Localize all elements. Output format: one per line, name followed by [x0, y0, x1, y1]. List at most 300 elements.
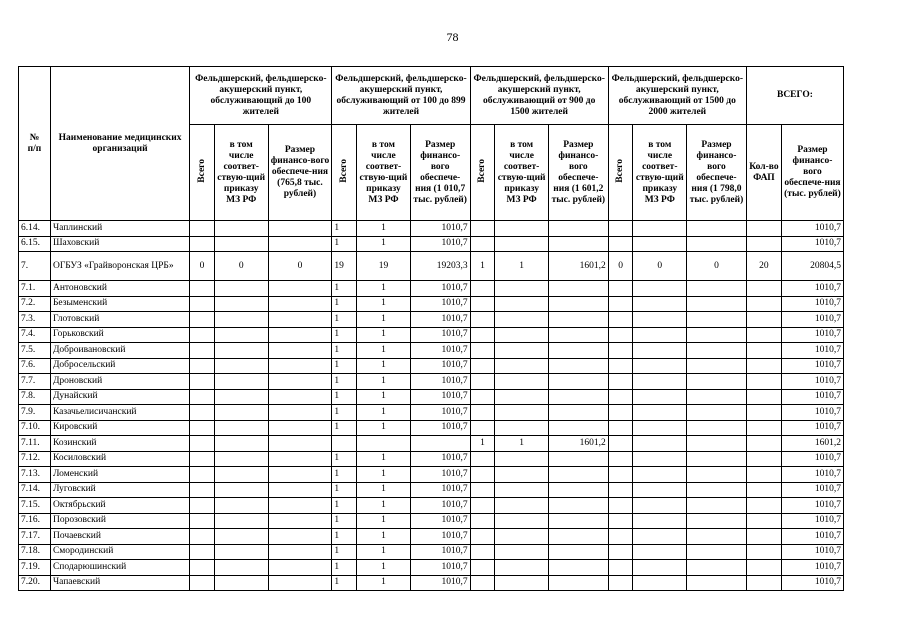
row-cell [548, 575, 608, 591]
row-cell: 1 [332, 482, 357, 498]
row-cell: 1010,7 [781, 575, 843, 591]
row-num: 7.3. [19, 312, 51, 328]
row-cell: 0 [268, 252, 332, 281]
row-cell [470, 358, 495, 374]
row-cell [633, 513, 687, 529]
row-cell [470, 312, 495, 328]
row-org-name: Кировский [50, 420, 189, 436]
row-cell [548, 296, 608, 312]
row-cell [687, 236, 747, 252]
row-cell: 1010,7 [410, 529, 470, 545]
row-org-name: Шаховский [50, 236, 189, 252]
row-cell [214, 560, 268, 576]
row-cell [687, 405, 747, 421]
row-cell: 1 [332, 296, 357, 312]
row-cell [190, 560, 215, 576]
row-cell [495, 544, 549, 560]
row-cell: 1010,7 [410, 575, 470, 591]
header-razmer-1: Размер финансо-вого обеспече-ния (765,8 тыс. рублей) [268, 125, 332, 221]
row-org-name: Дунайский [50, 389, 189, 405]
row-cell [548, 560, 608, 576]
row-cell [608, 467, 633, 483]
header-razmer-3: Размер финансо-вого обеспече-ния (1 601,2 тыс. рублей) [548, 125, 608, 221]
row-cell [687, 296, 747, 312]
row-cell: 1 [332, 420, 357, 436]
row-cell [268, 374, 332, 390]
row-cell [548, 451, 608, 467]
row-cell [746, 529, 781, 545]
row-cell [470, 389, 495, 405]
row-cell [548, 236, 608, 252]
row-cell [470, 281, 495, 297]
row-cell [470, 560, 495, 576]
table-row [19, 420, 844, 436]
header-total: ВСЕГО: [746, 67, 843, 125]
row-cell: 1010,7 [781, 560, 843, 576]
row-cell [495, 236, 549, 252]
row-cell [608, 498, 633, 514]
row-cell [214, 281, 268, 297]
row-num: 7.9. [19, 405, 51, 421]
row-cell [268, 281, 332, 297]
row-cell [495, 482, 549, 498]
row-cell [746, 498, 781, 514]
row-cell [268, 498, 332, 514]
table-row [19, 296, 844, 312]
row-cell [746, 544, 781, 560]
row-cell: 1010,7 [781, 451, 843, 467]
header-order-2: в том числе соответ-ствую-щий приказу МЗ РФ [357, 125, 411, 221]
table-row [19, 544, 844, 560]
row-cell [608, 405, 633, 421]
row-cell [214, 420, 268, 436]
row-cell: 0 [608, 252, 633, 281]
row-cell: 1010,7 [781, 498, 843, 514]
row-cell: 1 [357, 405, 411, 421]
row-cell [633, 575, 687, 591]
row-cell: 1010,7 [781, 529, 843, 545]
row-org-name: Чаплинский [50, 221, 189, 237]
row-org-name: Почаевский [50, 529, 189, 545]
row-cell [633, 420, 687, 436]
row-cell: 1010,7 [781, 405, 843, 421]
row-cell [268, 405, 332, 421]
row-cell [608, 327, 633, 343]
row-cell [495, 296, 549, 312]
row-cell: 1010,7 [781, 358, 843, 374]
row-cell: 1 [357, 236, 411, 252]
row-cell [495, 529, 549, 545]
row-cell [470, 544, 495, 560]
row-num: 7.1. [19, 281, 51, 297]
row-cell [746, 451, 781, 467]
row-cell [495, 358, 549, 374]
fap-financing-table [18, 66, 844, 591]
header-group-4: Фельдшерский, фельдшерско-акушерский пункт, обслуживающий от 1500 до 2000 жителей [608, 67, 746, 125]
row-cell [608, 374, 633, 390]
row-cell [214, 405, 268, 421]
row-cell [687, 467, 747, 483]
row-cell [190, 221, 215, 237]
row-cell: 1010,7 [410, 374, 470, 390]
row-cell: 1 [357, 358, 411, 374]
header-num: № п/п [19, 67, 51, 221]
row-cell [190, 343, 215, 359]
row-cell: 1010,7 [410, 513, 470, 529]
row-cell: 1010,7 [781, 374, 843, 390]
row-cell [633, 498, 687, 514]
row-org-name: Сподарюшинский [50, 560, 189, 576]
row-cell [746, 358, 781, 374]
row-org-name: ОГБУЗ «Грайворонская ЦРБ» [50, 252, 189, 281]
row-org-name: Смородинский [50, 544, 189, 560]
row-cell [687, 451, 747, 467]
row-cell [470, 221, 495, 237]
header-order-1: в том числе соответ-ствую-щий приказу МЗ РФ [214, 125, 268, 221]
row-cell: 0 [633, 252, 687, 281]
row-cell [410, 436, 470, 452]
row-org-name: Чапаевский [50, 575, 189, 591]
row-cell: 1010,7 [781, 343, 843, 359]
row-cell [608, 482, 633, 498]
row-cell: 1010,7 [410, 296, 470, 312]
row-cell [608, 436, 633, 452]
row-cell [214, 467, 268, 483]
row-cell [548, 343, 608, 359]
row-cell: 0 [214, 252, 268, 281]
row-cell [470, 498, 495, 514]
table-row [19, 482, 844, 498]
row-cell: 1 [495, 436, 549, 452]
row-cell [608, 221, 633, 237]
row-cell: 1 [357, 312, 411, 328]
row-cell: 1010,7 [781, 221, 843, 237]
row-cell [214, 221, 268, 237]
row-cell [268, 560, 332, 576]
table-row [19, 467, 844, 483]
row-org-name: Ломенский [50, 467, 189, 483]
row-cell [687, 513, 747, 529]
row-cell [548, 221, 608, 237]
table-row [19, 436, 844, 452]
row-cell [214, 312, 268, 328]
row-cell [548, 529, 608, 545]
row-cell [190, 513, 215, 529]
row-cell: 1 [332, 358, 357, 374]
row-cell [190, 451, 215, 467]
row-cell [495, 467, 549, 483]
row-cell [268, 451, 332, 467]
row-cell [687, 312, 747, 328]
row-cell [495, 575, 549, 591]
row-cell [470, 451, 495, 467]
row-cell: 20804,5 [781, 252, 843, 281]
row-num: 7.20. [19, 575, 51, 591]
row-cell: 1010,7 [781, 281, 843, 297]
row-org-name: Порозовский [50, 513, 189, 529]
row-cell [608, 560, 633, 576]
row-cell [548, 358, 608, 374]
row-cell: 1 [357, 343, 411, 359]
row-cell [190, 374, 215, 390]
row-num: 7.11. [19, 436, 51, 452]
row-cell [746, 296, 781, 312]
row-cell [470, 405, 495, 421]
table-row [19, 281, 844, 297]
row-cell [633, 281, 687, 297]
row-cell [214, 236, 268, 252]
row-cell [190, 544, 215, 560]
row-cell [495, 281, 549, 297]
row-cell [190, 281, 215, 297]
row-cell [687, 358, 747, 374]
row-num: 7.14. [19, 482, 51, 498]
row-num: 7.5. [19, 343, 51, 359]
row-cell: 1 [332, 312, 357, 328]
row-cell [633, 312, 687, 328]
row-cell [495, 498, 549, 514]
row-cell [190, 312, 215, 328]
row-cell: 1010,7 [781, 312, 843, 328]
row-cell [746, 327, 781, 343]
row-num: 7.8. [19, 389, 51, 405]
row-cell: 1010,7 [781, 467, 843, 483]
row-cell: 1 [357, 560, 411, 576]
row-cell [190, 498, 215, 514]
row-cell [633, 544, 687, 560]
row-cell [548, 467, 608, 483]
row-cell [190, 436, 215, 452]
row-cell [633, 405, 687, 421]
row-cell: 1010,7 [781, 389, 843, 405]
row-cell [214, 389, 268, 405]
row-cell [548, 327, 608, 343]
row-cell: 1 [357, 513, 411, 529]
row-cell [190, 358, 215, 374]
row-org-name: Дроновский [50, 374, 189, 390]
row-cell: 1010,7 [410, 420, 470, 436]
row-cell [495, 560, 549, 576]
row-cell: 1 [357, 389, 411, 405]
row-cell: 1010,7 [410, 312, 470, 328]
row-cell [268, 482, 332, 498]
row-cell: 1010,7 [410, 560, 470, 576]
header-org: Наименование медицинских организаций [50, 67, 189, 221]
row-num: 7.19. [19, 560, 51, 576]
row-cell [608, 358, 633, 374]
row-cell [548, 405, 608, 421]
row-cell: 1 [332, 281, 357, 297]
row-cell: 1010,7 [410, 482, 470, 498]
header-vsego-1: Всего [190, 125, 215, 221]
row-cell [470, 343, 495, 359]
row-cell [268, 529, 332, 545]
row-cell [268, 467, 332, 483]
row-cell: 1010,7 [781, 236, 843, 252]
row-cell: 1010,7 [410, 451, 470, 467]
row-cell [214, 529, 268, 545]
row-num: 7.13. [19, 467, 51, 483]
row-cell [214, 296, 268, 312]
row-cell: 1 [332, 529, 357, 545]
row-cell: 1 [332, 343, 357, 359]
header-vsego-3: Всего [470, 125, 495, 221]
row-cell [746, 343, 781, 359]
row-cell: 1 [357, 296, 411, 312]
row-cell [214, 482, 268, 498]
row-cell: 1 [332, 544, 357, 560]
row-cell [687, 498, 747, 514]
row-cell: 1010,7 [410, 544, 470, 560]
row-cell [214, 513, 268, 529]
row-cell [687, 575, 747, 591]
row-cell [746, 236, 781, 252]
row-cell: 1010,7 [410, 405, 470, 421]
page-number: 78 [446, 30, 459, 44]
row-cell: 1010,7 [410, 498, 470, 514]
row-cell [495, 374, 549, 390]
row-cell [633, 467, 687, 483]
row-cell [746, 420, 781, 436]
row-num: 7.15. [19, 498, 51, 514]
row-cell: 1 [357, 221, 411, 237]
row-cell: 19 [332, 252, 357, 281]
row-num: 7.4. [19, 327, 51, 343]
row-cell [608, 451, 633, 467]
table-row [19, 236, 844, 252]
row-cell [608, 529, 633, 545]
row-cell [746, 405, 781, 421]
header-vsego-2: Всего [332, 125, 357, 221]
row-cell [633, 451, 687, 467]
row-cell [746, 560, 781, 576]
row-cell [470, 236, 495, 252]
row-num: 7.7. [19, 374, 51, 390]
row-cell [190, 389, 215, 405]
row-cell: 1 [332, 498, 357, 514]
row-cell [495, 420, 549, 436]
row-cell [746, 513, 781, 529]
row-cell [214, 544, 268, 560]
row-cell [608, 575, 633, 591]
row-cell [687, 560, 747, 576]
row-cell: 1010,7 [410, 327, 470, 343]
row-cell [548, 544, 608, 560]
row-cell [268, 236, 332, 252]
row-cell: 1 [470, 252, 495, 281]
row-cell [608, 281, 633, 297]
row-cell: 1010,7 [781, 482, 843, 498]
header-group-3: Фельдшерский, фельдшерско-акушерский пункт, обслуживающий от 900 до 1500 жителей [470, 67, 608, 125]
row-cell [548, 374, 608, 390]
row-cell: 1 [332, 513, 357, 529]
table-body [19, 221, 844, 591]
row-cell [190, 529, 215, 545]
row-cell [214, 358, 268, 374]
row-cell: 20 [746, 252, 781, 281]
row-cell: 1 [332, 221, 357, 237]
row-cell [687, 221, 747, 237]
row-cell [268, 221, 332, 237]
row-cell [214, 451, 268, 467]
row-cell: 1 [357, 327, 411, 343]
row-cell: 1 [357, 467, 411, 483]
row-cell [548, 482, 608, 498]
row-org-name: Антоновский [50, 281, 189, 297]
row-cell: 1010,7 [410, 467, 470, 483]
row-cell: 1010,7 [410, 281, 470, 297]
row-cell [470, 575, 495, 591]
row-cell [214, 374, 268, 390]
row-cell: 1601,2 [781, 436, 843, 452]
row-cell [746, 374, 781, 390]
table-row [19, 575, 844, 591]
row-cell [470, 327, 495, 343]
row-cell [190, 482, 215, 498]
row-cell [608, 312, 633, 328]
row-org-name: Казачьелисичанский [50, 405, 189, 421]
row-cell [190, 405, 215, 421]
row-cell: 1 [332, 405, 357, 421]
row-cell [214, 575, 268, 591]
row-cell [633, 374, 687, 390]
row-cell [687, 374, 747, 390]
row-cell: 1010,7 [410, 358, 470, 374]
row-cell [608, 236, 633, 252]
table-row [19, 374, 844, 390]
row-cell [746, 575, 781, 591]
header-razmer-2: Размер финансо-вого обеспече-ния (1 010,7 тыс. рублей) [410, 125, 470, 221]
table-row [19, 327, 844, 343]
row-cell [470, 529, 495, 545]
row-cell [746, 312, 781, 328]
row-cell [268, 544, 332, 560]
row-cell [357, 436, 411, 452]
row-cell [633, 358, 687, 374]
row-cell: 1 [357, 544, 411, 560]
row-cell: 1010,7 [410, 343, 470, 359]
row-num: 6.15. [19, 236, 51, 252]
row-cell: 0 [190, 252, 215, 281]
row-cell: 1 [495, 252, 549, 281]
row-cell [268, 327, 332, 343]
row-cell [190, 420, 215, 436]
row-cell [214, 436, 268, 452]
row-cell [687, 482, 747, 498]
row-cell [332, 436, 357, 452]
table-row [19, 343, 844, 359]
row-cell [268, 575, 332, 591]
header-razmer-total: Размер финансо-вого обеспече-ния (тыс. рублей) [781, 125, 843, 221]
row-cell [633, 296, 687, 312]
row-cell [687, 327, 747, 343]
row-cell: 1 [357, 281, 411, 297]
row-cell [548, 281, 608, 297]
row-cell [633, 221, 687, 237]
table-row [19, 560, 844, 576]
row-cell [548, 498, 608, 514]
row-cell [495, 327, 549, 343]
row-cell [608, 343, 633, 359]
row-cell: 1 [332, 467, 357, 483]
row-cell [608, 420, 633, 436]
row-org-name: Глотовский [50, 312, 189, 328]
row-cell [608, 389, 633, 405]
row-cell: 1010,7 [410, 221, 470, 237]
row-cell: 1010,7 [781, 420, 843, 436]
table-row [19, 358, 844, 374]
row-cell [470, 467, 495, 483]
